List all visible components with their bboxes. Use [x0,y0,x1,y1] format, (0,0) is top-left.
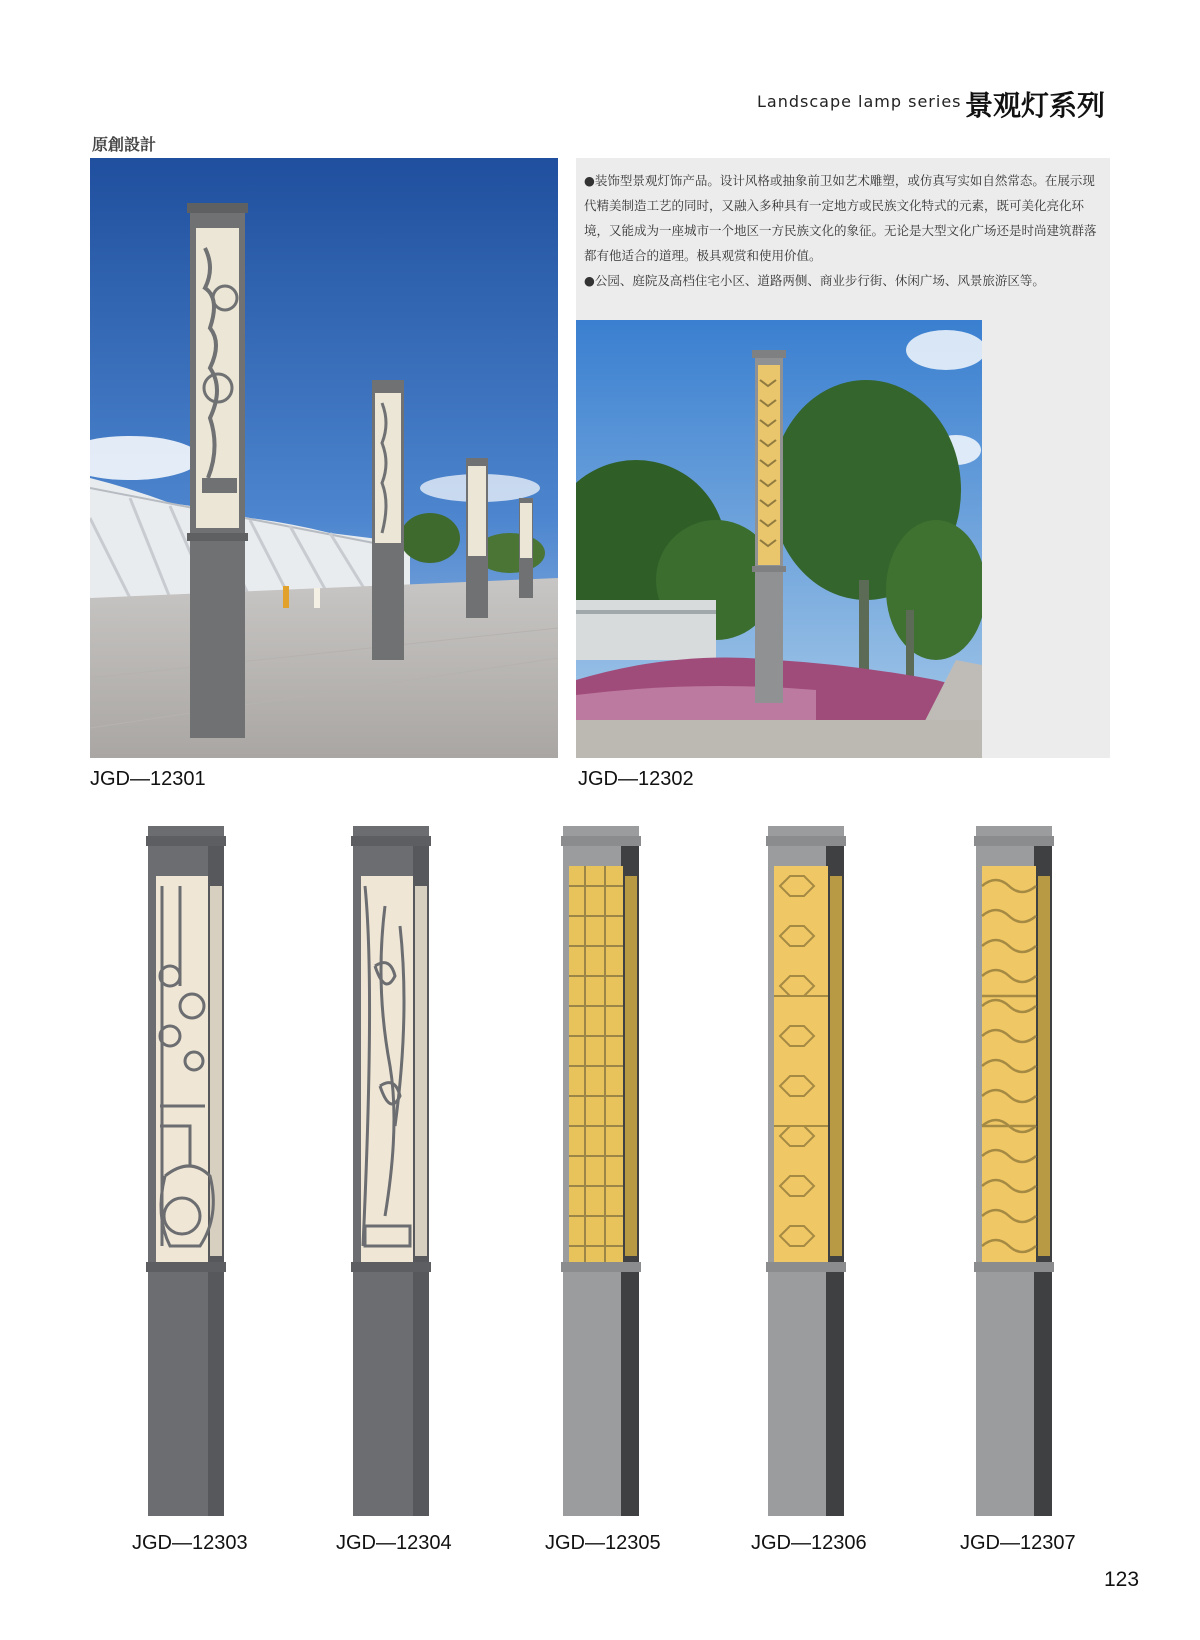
lamp-code-12304: JGD—12304 [336,1532,452,1554]
header-title-en: Landscape lamp series [757,92,962,111]
lamp-code-12305: JGD—12305 [545,1532,661,1554]
section-subtitle: 原創設計 [92,135,157,154]
lamp-render-12303 [140,826,232,1526]
description-paragraph-1: ●装饰型景观灯饰产品。设计风格或抽象前卫如艺术雕塑，或仿真写实如自然常态。在展示现代精美制造工艺的同时，又融入多种具有一定地方或民族文化特式的元素，既可美化亮化环境，又能成为一座城市一个地区一方民族文化的象征。无论是大型文化广场还是时尚建筑群落都有他适合的道理。极具观赏和使用价值。 [584,173,1097,263]
photo-code-2: JGD—12302 [578,768,694,790]
photo-code-1: JGD—12301 [90,768,206,790]
description-paragraph-2: ●公园、庭院及高档住宅小区、道路两侧、商业步行街、休闲广场、风景旅游区等。 [584,273,1045,288]
photo-plaza-columns [90,158,558,758]
description-text [584,168,1104,293]
page-number: 123 [1104,1568,1140,1591]
lamp-render-12307 [968,826,1060,1526]
lamp-render-12306 [760,826,852,1526]
lamp-render-12304 [345,826,437,1526]
header-title-cn: 景观灯系列 [965,89,1106,122]
lamp-code-12306: JGD—12306 [751,1532,867,1554]
photo-park-column [576,320,982,758]
lamp-render-12305 [555,826,647,1526]
lamp-code-12303: JGD—12303 [132,1532,248,1554]
lamp-code-12307: JGD—12307 [960,1532,1076,1554]
